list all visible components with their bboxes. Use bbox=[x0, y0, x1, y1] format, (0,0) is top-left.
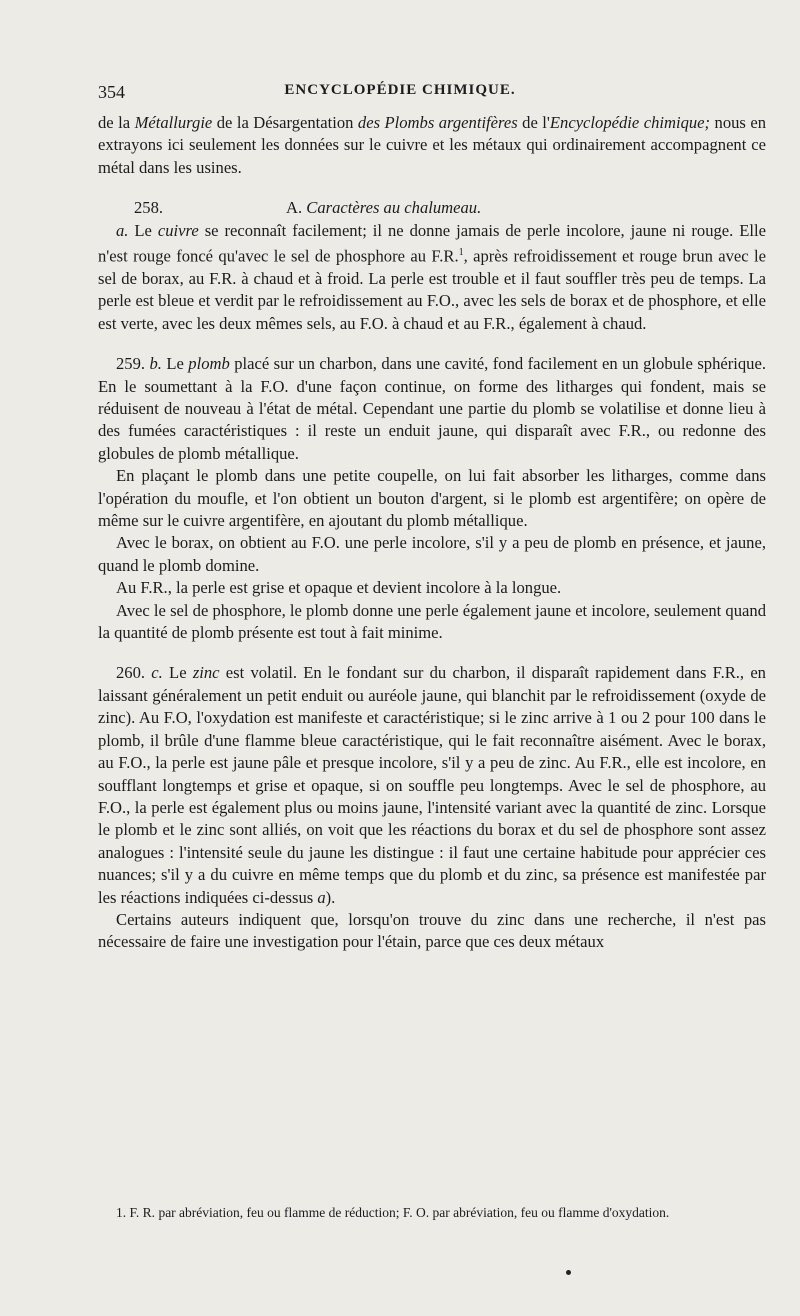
section-259-paragraph: 259. b. Le plomb placé sur un charbon, dans une cavité, fond facilement en un globule sphérique. En le soumettant à la F.O. d'une façon continue, on forme des litharges qui fondent, mais se réduisent de nouveau à l'état de métal. Cependant une partie du plomb se volatilise et donne lieu à des fumées caractéristiques : il reste un enduit jaune, qui disparaît avec F.R., ou redonne des globules de plomb métallique. bbox=[98, 354, 766, 463]
section-number: 259. bbox=[116, 354, 146, 374]
page-number: 354 bbox=[98, 82, 125, 102]
section-259-paragraph-4: Au F.R., la perle est grise et opaque et devient incolore à la longue. bbox=[116, 578, 562, 598]
page-header bbox=[0, 82, 800, 106]
section-260-paragraph-2: Certains auteurs indiquent que, lorsqu'on trouve du zinc dans une recherche, il n'est pas nécessaire de faire une investigation pour l'étain, parce que ces deux métaux bbox=[98, 909, 766, 952]
section-title: Caractères au chalumeau. bbox=[306, 198, 482, 218]
section-258-heading: 258. A. Caractères au chalumeau. bbox=[98, 197, 766, 219]
running-title: ENCYCLOPÉDIE CHIMIQUE. bbox=[284, 82, 516, 98]
section-number: 260. bbox=[116, 663, 146, 683]
page-dot bbox=[566, 1270, 571, 1275]
body-text bbox=[98, 112, 766, 954]
section-259-paragraph-5: Avec le sel de phosphore, le plomb donne une perle également jaune et incolore, seulement quand la quantité de plomb présente est tout à fait minime. bbox=[98, 600, 766, 643]
section-number: 258. bbox=[134, 198, 164, 218]
footnote-mark: 1. F. R. bbox=[116, 1205, 156, 1220]
footnote-marker: 1 bbox=[458, 247, 464, 259]
section-259-paragraph-2: En plaçant le plomb dans une petite coupelle, on lui fait absorber les litharges, comme dans l'opération du moufle, et l'on obtient un bouton d'argent, si le plomb est argentifère; on opère de même sur le cuivre argentifère, en ajoutant du plomb métallique. bbox=[98, 466, 766, 531]
section-258-paragraph: a. Le cuivre se reconnaît facilement; il ne donne jamais de perle incolore, jaune ni rouge. Elle n'est rouge foncé qu'avec le sel de phosphore au F.R.$^1$, après refroidissement et rouge brun avec le sel de borax, au F.R. à chaud et à froid. La perle est trouble et il faut souffler très peu de temps. La perle est bleue et verdit par le refroidissement au F.O., avec les sels de borax et de phosphore, et elle est verte, avec les deux mêmes sels, au F.O. à chaud et au F.R., également à chaud. bbox=[98, 220, 766, 333]
section-259-paragraph-3: Avec le borax, on obtient au F.O. une perle incolore, s'il y a peu de plomb en présence, et jaune, quand le plomb domine. bbox=[98, 533, 766, 575]
section-260-paragraph: 260. c. Le zinc est volatil. En le fondant sur du charbon, il disparaît rapidement dans F.R., en laissant généralement un petit enduit ou auréole jaune, qui blanchit par le refroidissement (oxyde de zinc). Au F.O, l'oxydation est manifeste et caractéristique; si le zinc arrive à 1 ou 2 pour 100 dans le plomb, il brûle d'une flamme bleue caractéristique, qui le fait reconnaître aisément. Avec le borax, au F.O., la perle est jaune pâle et presque incolore, s'il y a peu de zinc. Au F.R., elle est incolore, en soufflant longtemps et grise et opaque, si on souffle peu longtemps. Avec le sel de phosphore, au F.O., la perle est également plus ou moins jaune, l'intensité variant avec la quantité de zinc. Lorsque le plomb et le zinc sont alliés, on voit que les réactions du borax et du sel de phosphore sont assez analogues : l'intensité seule du jaune les distingue : il faut une certaine habitude pour apprécier ces nuances; s'il y a du cuivre en même temps que du plomb et du zinc, sa présence est manifestée par les réactions indiquées ci-dessus a). bbox=[98, 663, 766, 907]
footnote: 1. F. R. par abréviation, feu ou flamme de réduction; F. O. par abréviation, feu ou flamme d'oxydation. bbox=[116, 1205, 670, 1220]
intro-paragraph: de la Métallurgie de la Désargentation des Plombs argentifères de l'Encyclopédie chimique; nous en extrayons ici seulement les données sur le cuivre et les métaux qui ordinairement accompagnent ce métal dans les usines. bbox=[98, 113, 767, 177]
